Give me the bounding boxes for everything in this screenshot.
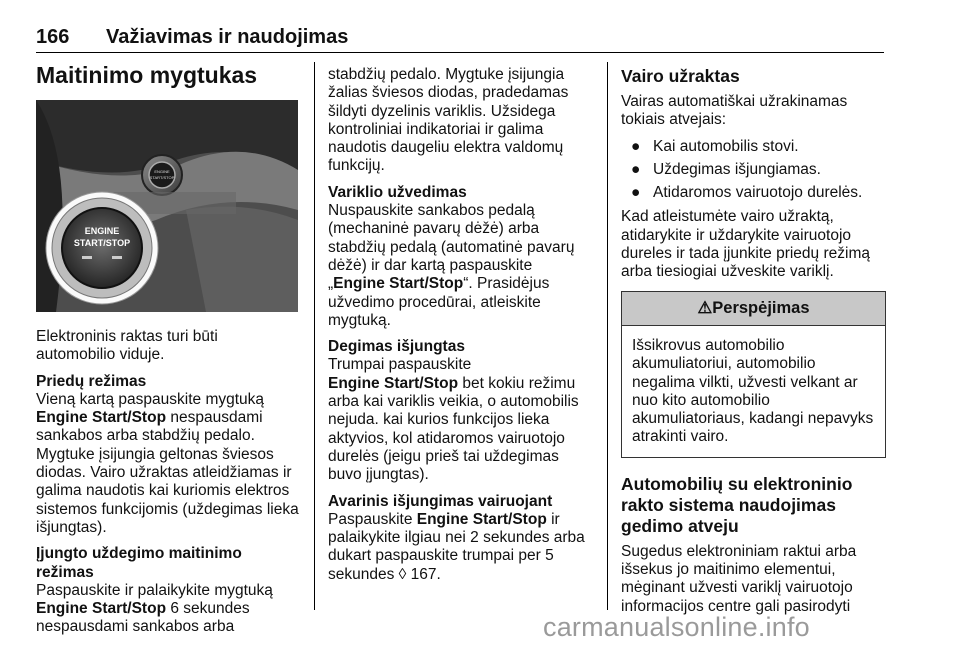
engine-start-text-2: “. Prasidėjus užvedimo procedūrai, atleiskite mygtuką. [328,275,550,329]
ignition-mode-section [36,545,301,636]
ignition-off-heading: Degimas išjungtas [328,338,465,356]
accessory-mode-heading: Priedų režimas [36,372,147,390]
bullet-icon: ● [631,160,641,178]
accessory-button-ref: Engine Start/Stop [36,409,167,427]
ignition-text-2: 6 sekundes nespausdami sankabos arba [36,600,250,636]
engine-start-heading: Variklio užvedimas [328,183,467,201]
engine-start-section [328,184,593,330]
chapter-title: Važiavimas ir naudojimas [106,26,349,48]
header-rule [36,52,884,53]
steering-lock-list [621,138,886,203]
bullet-icon: ● [631,184,641,202]
ignition-mode-heading: Įjungto uždegimo maitinimo režimas [36,545,242,581]
power-button-photo [36,100,298,312]
watermark: carmanualsonline.info [543,612,810,642]
accessory-mode-section [36,373,301,538]
steering-lock-intro: Vairas automatiškai užrakinamas tokiais atvejais: [621,93,848,129]
continued-paragraph: stabdžių pedalo. Mygtuke įsijungia žalias šviesos diodas, pradedamas šildyti dyzelinis variklis. Užsidega kontroliniai indikatoriai ir galima naudotis daugeliu elektra valdomų funkcijų. [328,66,569,175]
ignition-off-button-ref: Engine Start/Stop [328,374,459,392]
column-1 [36,62,301,645]
small-button-label-1: ENGINE [154,169,170,174]
fault-heading: Automobilių su elektroninio rakto sistema naudojimas gedimo atveju [621,473,853,536]
column-divider-1 [314,62,315,610]
list-item-text: Uždegimas išjungiamas. [653,160,821,178]
fault-paragraph: Sugedus elektroniniam raktui arba išsekus jo maitinimo elementui, mėginant užvesti variklį vairuotojo informacijos centre gali pasirodyti [621,542,857,615]
warning-title: Perspėjimas [712,298,810,317]
emergency-off-text-2: ir palaikykite ilgiau nei 2 sekundes arba dukart paspauskite trumpai per 5 sekundes [328,510,585,583]
ignition-off-text-2: bet kokiu režimu arba kai variklis veikia, o automobilis nejuda. kai kurios funkcijos lieka aktyvios, kol atidaromos vairuotojo durelės (jeigu prieš tai uždegimas buvo įjungtas). [328,374,579,484]
page-reference-icon: ◊ [398,565,407,583]
ignition-text-1: Paspauskite ir palaikykite mygtuką [36,581,273,599]
button-label-engine: ENGINE [84,226,120,236]
section-title: Maitinimo mygtukas [36,62,258,88]
ignition-off-text-1: Trumpai paspauskite [328,356,472,374]
emergency-off-section [328,493,593,584]
page-reference-link[interactable]: 167. [410,565,441,583]
engine-start-text-1: Nuspauskite sankabos pedalą (mechaninė pavarų dėžė) arba stabdžių pedalą (automatinė pavarų dėžė) ir dar kartą paspauskite „ [328,202,575,293]
page-header [36,26,348,49]
list-item [621,161,886,179]
steering-lock-heading: Vairo užraktas [621,66,740,86]
warning-body: Išsikrovus automobilio akumuliatoriui, automobilio negalima vilkti, užvesti velkant ar nuo kito automobilio akumuliatoriaus, kadangi nepavyks atrakinti vairo. [632,336,874,446]
column-divider-2 [607,62,608,610]
warning-icon: ⚠ [697,298,713,317]
accessory-text-1: Vieną kartą paspauskite mygtuką [36,390,265,408]
list-item [621,184,886,202]
column-2 [328,66,593,592]
small-button-label-2: START/STOP [149,175,175,180]
list-item-text: Kai automobilis stovi. [653,137,799,155]
warning-header [622,292,885,326]
list-item [621,138,886,156]
button-label-startstop: START/STOP [73,238,131,248]
column-3 [621,66,886,624]
warning-box [621,291,886,458]
emergency-off-button-ref: Engine Start/Stop [416,510,547,528]
engine-start-button-ref: Engine Start/Stop [333,275,464,293]
ignition-button-ref: Engine Start/Stop [36,600,167,618]
dashboard-illustration [36,100,298,312]
bullet-icon: ● [631,137,641,155]
emergency-off-text-1: Paspauskite [328,510,417,528]
release-paragraph: Kad atleistumėte vairo užraktą, atidarykite ir uždarykite vairuotojo dureles ir tada įjunkite priedų režimą arba tiesiogiai užveskite variklį. [621,208,870,281]
emergency-off-heading: Avarinis išjungimas vairuojant [328,492,553,510]
intro-paragraph: Elektroninis raktas turi būti automobilio viduje. [36,328,218,364]
page-number: 166 [36,26,70,48]
list-item-text: Atidaromos vairuotojo durelės. [653,184,863,202]
accessory-text-2: nespausdami sankabos arba stabdžių pedalo. Mygtuke įsijungia geltonas šviesos diodas. Vairo užraktas atleidžiamas ir galima naudotis kai kuriomis elektros sistemos funkcijomis (uždegimas lieka išjungtas). [36,409,299,536]
ignition-off-section [328,338,593,484]
